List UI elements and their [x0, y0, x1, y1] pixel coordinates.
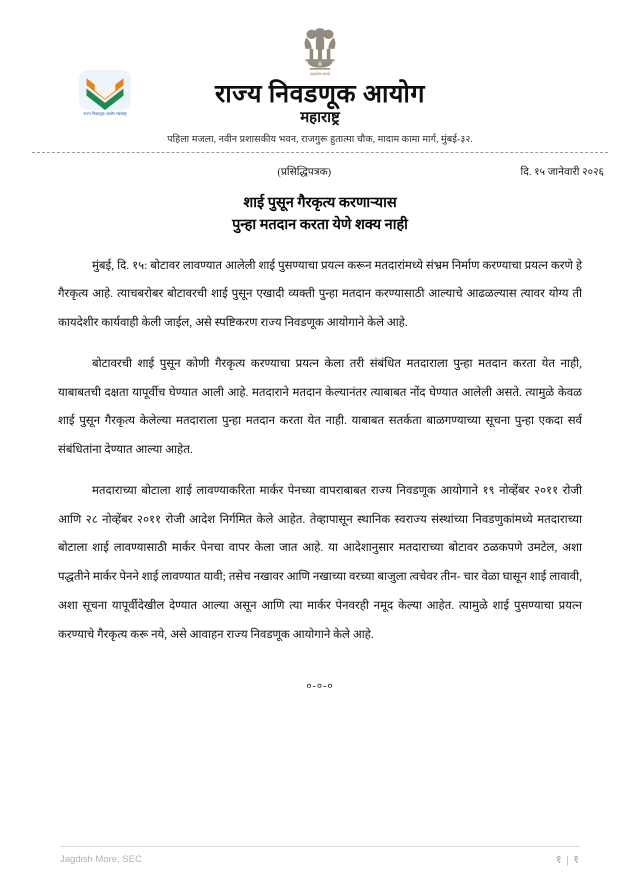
- end-mark: ०-०-०: [306, 681, 334, 693]
- sec-logo-icon: [79, 70, 131, 110]
- press-release-body: [58, 252, 582, 701]
- ashoka-lion-capital-emblem-icon: [294, 26, 346, 78]
- header-divider: [32, 152, 608, 153]
- footer-page-number: १ | १: [555, 854, 580, 866]
- page-footer: [0, 846, 640, 880]
- headline-line-2: पुन्हा मतदान करता येणे शक्य नाही: [232, 216, 408, 233]
- footer-content: [60, 847, 580, 867]
- emblem-caption: सत्यमेव जयते: [309, 71, 331, 77]
- press-release-headline: [0, 192, 640, 236]
- body-paragraph-3: मतदाराच्या बोटाला शाई लावण्याकरिता मार्कर पेनच्या वापराबाबत राज्य निवडणूक आयोगाने १९ नोव्हेंबर २०११ रोजी आणि २८ नोव्हेंबर २०११ रोजी आदेश निर्गमित केले आहेत. तेव्हापासून स्थानिक स्वराज्य संस्थांच्या निवडणुकांमध्ये मतदाराच्या बोटाला शाई लावण्यासाठी मार्कर पेनचा वापर केला जात आहे. या आदेशानुसार मतदाराच्या बोटावर ठळकपणे उमटेल, अशा पद्धतीने मार्कर पेनने शाई लावण्यात यावी; तसेच नखावर आणि नखाच्या वरच्या बाजुला त्वचेवर तीन- चार वेळा घासून शाई लावावी, अशा सूचना यापूर्वीदेखील देण्यात आल्या असून आणि त्या मार्कर पेनवरही नमूद केल्या आहेत. त्यामुळे शाई पुसण्याचा प्रयत्न करण्याचे गैरकृत्य करू नये, असे आवाहन राज्य निवडणूक आयोगाने केले आहे.: [58, 483, 582, 641]
- letterhead-masthead: [0, 0, 640, 153]
- sec-logo-caption: राज्य निवडणूक आयोग महाराष्ट्र: [83, 111, 127, 117]
- sec-logo: [74, 70, 136, 117]
- footer-author: Jagdish More, SEC: [60, 854, 142, 865]
- release-date: दि. १५ जानेवारी २०२६: [520, 166, 604, 178]
- body-paragraph-2: बोटावरची शाई पुसून कोणी गैरकृत्य करण्याचा प्रयत्न केला तरी संबंधित मतदाराला पुन्हा मतदान करता येत नाही, याबाबतची दक्षता यापूर्वीच घेण्यात आली आहे. मतदाराने मतदान केल्यानंतर त्याबाबत नोंद घेण्यात आलेली असते. त्यामुळे केवळ शाई पुसून गैरकृत्य केलेल्या मतदाराला पुन्हा मतदान करता येत नाही. याबाबत सतर्कता बाळगण्याच्या सूचना पुन्हा एकदा सर्व संबंधितांना देण्यात आल्या आहेत.: [58, 356, 582, 457]
- release-type-label: (प्रसिद्धिपत्रक): [277, 166, 332, 178]
- meta-row: [36, 165, 604, 179]
- headline-line-1: शाई पुसून गैरकृत्य करणाऱ्यास: [243, 194, 397, 211]
- organization-address: पहिला मजला, नवीन प्रशासकीय भवन, राजगुरू हुतात्मा चौक, मादाम कामा मार्ग, मुंबई-३२.: [167, 134, 473, 145]
- organization-title: राज्य निवडणूक आयोग: [214, 81, 425, 108]
- double-tick-chevron-icon: [79, 70, 131, 110]
- body-paragraph-1: मुंबई, दि. १५: बोटावर लावण्यात आलेली शाई पुसण्याचा प्रयत्न करून मतदारांमध्ये संभ्रम निर्माण करण्याचा प्रयत्न करणे हे गैरकृत्य आहे. त्याचबरोबर बोटावरची शाई पुसून एखादी व्यक्ती पुन्हा मतदान करण्यासाठी आल्याचे आढळल्यास त्यावर योग्य ती कायदेशीर कार्यवाही केली जाईल, असे स्पष्टिकरण राज्य निवडणूक आयोगाने केले आहे.: [58, 258, 582, 330]
- organization-state: महाराष्ट्र: [300, 109, 340, 126]
